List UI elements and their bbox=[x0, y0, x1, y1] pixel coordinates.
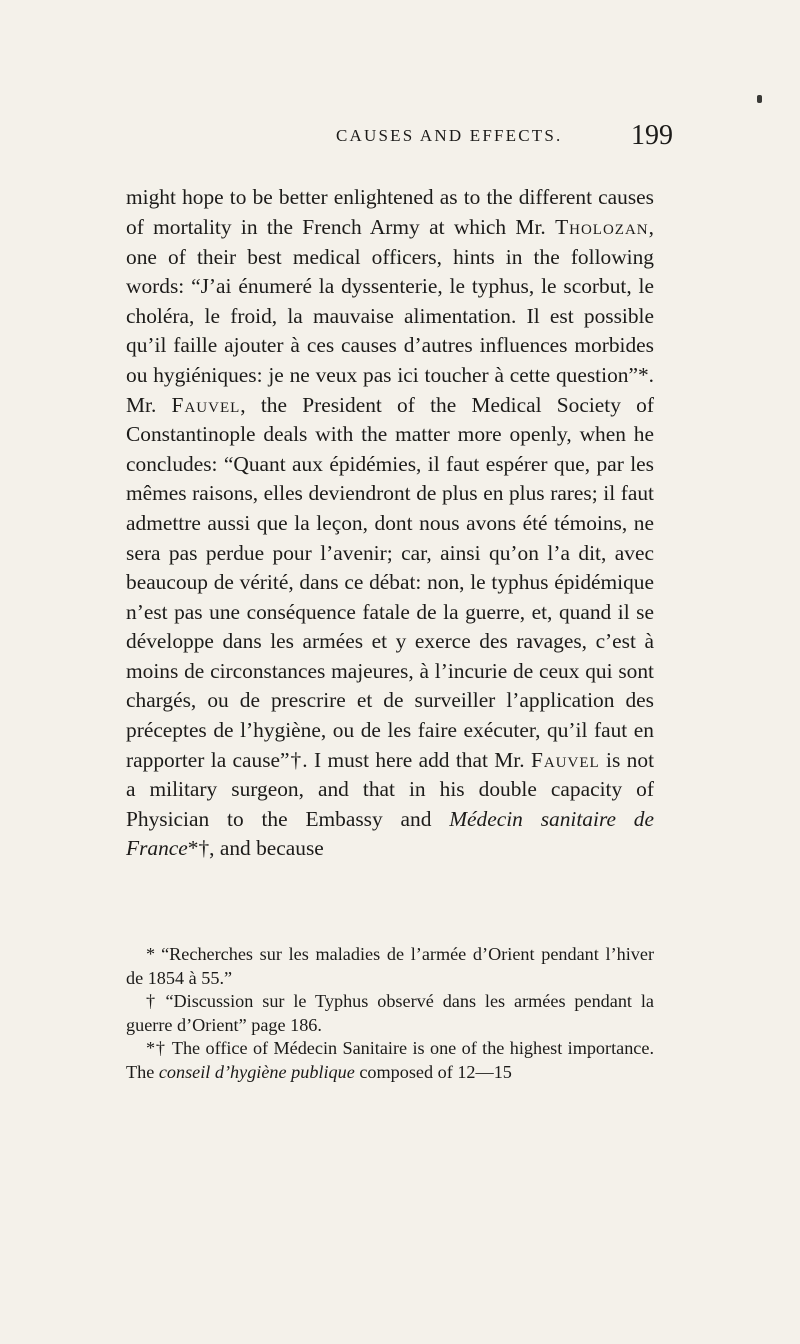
body-text-segment: , the President of the Medical Society of Constantinople deals with the matter more openly, when he concludes: “Quant aux épidémies, il faut espérer que, par les mêmes raisons, elles deviendront de plus en plus rares; il faut admettre aussi que la leçon, dont nous avons été témoins, ne sera pas perdue pour l’avenir; car, ainsi qu’on l’a dit, avec beaucoup de vérité, dans ce débat: non, le typhus épidémique n’est pas une conséquence fatale de la guerre, et, quand il se développe dans les armées et y exerce des ravages, c’est à moins de circonstances majeures, à l’incurie de ceux qui sont chargés, ou de prescrire et de surveiller l’application des préceptes de l’hygiène, ou de les faire exécuter, qu’il faut en rapporter la cause”†. I must here add that Mr. bbox=[126, 392, 654, 772]
footnote-2 bbox=[126, 990, 654, 1037]
italic-title: Médecin sanitaire de France bbox=[126, 806, 654, 861]
body-text-segment: , one of their best medical officers, hints in the following words: “J’ai énumeré la dyssenterie, le typhus, le scorbut, le choléra, le froid, la mauvaise alimentation. Il est possible qu’il faille ajouter à ces causes d’autres influences morbides ou hygiéniques: je ne veux pas ici toucher à cette question”*. Mr. bbox=[126, 214, 654, 417]
footnote-marker: *† bbox=[146, 1038, 166, 1059]
running-title: CAUSES AND EFFECTS. bbox=[336, 126, 563, 145]
person-name-fauvel: Fauvel bbox=[530, 747, 600, 772]
footnote-marker: * bbox=[146, 944, 156, 964]
footnote-italic: conseil d’hygiène publique bbox=[158, 1061, 355, 1082]
footnote-1 bbox=[126, 943, 654, 990]
body-text-segment: might hope to be better enlightened as to the different causes of mortality in the French Army at which Mr. bbox=[126, 185, 654, 239]
footnote-3 bbox=[126, 1037, 654, 1084]
body-text-segment: *†, and because bbox=[187, 836, 324, 861]
page-number: 199 bbox=[631, 120, 673, 151]
footnote-text: The office of Médecin Sanitaire is one of the highest importance. The bbox=[126, 1038, 654, 1082]
person-name-tholozan: Tholozan bbox=[555, 214, 649, 239]
footnote-text: composed of 12—15 bbox=[354, 1061, 512, 1082]
body-text-segment: is not a military surgeon, and that in his double capacity of Physician to the Embassy and bbox=[126, 747, 655, 831]
footnote-text: “Recherches sur les maladies de l’armée d’Orient pendant l’hiver de 1854 à 55.” bbox=[126, 944, 654, 988]
ink-speck bbox=[757, 95, 762, 103]
footnote-text: “Discussion sur le Typhus observé dans les armées pendant la guerre d’Orient” page 186. bbox=[126, 991, 654, 1035]
footnotes bbox=[126, 943, 654, 1085]
footnote-marker: † bbox=[146, 991, 160, 1012]
running-head bbox=[0, 116, 800, 156]
person-name-fauvel: Fauvel bbox=[171, 392, 241, 417]
body-paragraph bbox=[126, 183, 654, 864]
